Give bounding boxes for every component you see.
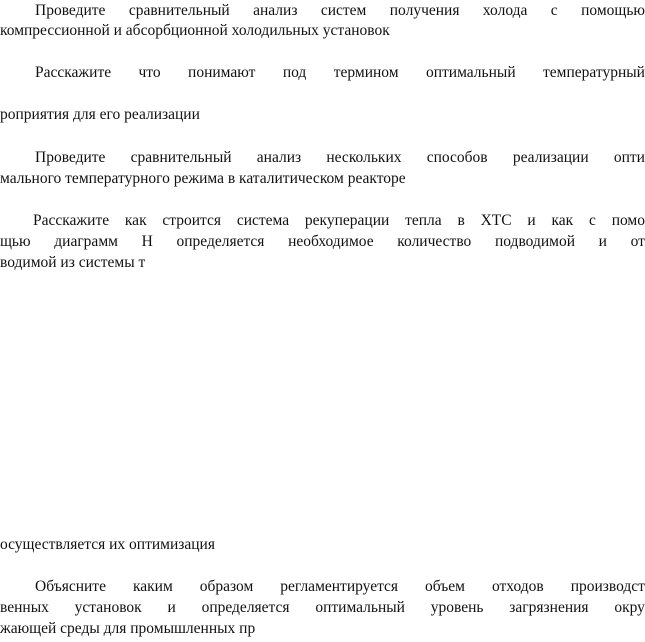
word: под [282, 64, 307, 81]
word: и [598, 233, 607, 250]
word: строится [162, 212, 222, 229]
word: и [167, 599, 176, 616]
word: и [527, 212, 536, 229]
para6-line3: жающей среды для промышленных пр [0, 620, 256, 637]
word: с [550, 2, 558, 19]
para6-line1 [0, 577, 645, 597]
para4-line3: водимой из системы т [0, 254, 146, 271]
word: каким [132, 578, 173, 595]
para3-line2: мального температурного режима в каталитическом реакторе [0, 170, 406, 187]
word: Расскажите [35, 64, 112, 81]
word: опти [613, 149, 645, 166]
word: венных [0, 599, 49, 616]
word: как [551, 212, 574, 229]
word: отходов [491, 578, 544, 595]
para1-line1 [0, 1, 645, 21]
word: сравнительный [128, 2, 230, 19]
word: помощью [581, 2, 645, 19]
word: холода [482, 2, 528, 19]
word: Расскажите [33, 212, 110, 229]
para2-line2: роприятия для его реализации [0, 106, 200, 123]
word: окру [614, 599, 645, 616]
word: подводимой [494, 233, 575, 250]
word: оптимальный [315, 599, 405, 616]
para4-line2 [0, 232, 645, 252]
word: получения [389, 2, 460, 19]
word: в [457, 212, 465, 229]
word: определяется [201, 599, 290, 616]
word: помо [611, 212, 645, 229]
word: нескольких [326, 149, 402, 166]
para6-line2 [0, 598, 645, 618]
word: загрязнения [509, 599, 589, 616]
word: необходимое [288, 233, 374, 250]
word: уровень [430, 599, 484, 616]
word: система [236, 212, 290, 229]
word: Проведите [35, 2, 106, 19]
word: диаграмм [54, 233, 118, 250]
word: объем [425, 578, 465, 595]
para4-line1 [0, 211, 645, 231]
word: установок [74, 599, 142, 616]
para2-line1 [0, 63, 645, 83]
word: тепла [405, 212, 442, 229]
para3-line1 [0, 148, 645, 168]
word: регламентируется [280, 578, 399, 595]
word: рекуперации [304, 212, 390, 229]
word: систем [320, 2, 367, 19]
word: с [589, 212, 596, 229]
para1-line2: компрессионной и абсорбционной холодильных установок [0, 22, 390, 39]
word: ХТС [480, 212, 512, 229]
word: оптимальный [425, 64, 516, 81]
word: как [124, 212, 147, 229]
word: сравнительный [130, 149, 232, 166]
word: анализ [253, 2, 298, 19]
word: понимают [188, 64, 256, 81]
word: способов [426, 149, 488, 166]
word: реализации [512, 149, 589, 166]
word: определяется [176, 233, 265, 250]
word: образом [199, 578, 254, 595]
para5-line1: осуществляется их оптимизация [0, 536, 215, 553]
word: количество [397, 233, 472, 250]
word: Проведите [35, 149, 106, 166]
word: анализ [256, 149, 302, 166]
word: Н [141, 233, 153, 250]
word: производст [570, 578, 645, 595]
word: Объясните [35, 578, 106, 595]
word: щью [0, 233, 31, 250]
word: что [138, 64, 161, 81]
word: от [630, 233, 645, 250]
word: температурный [543, 64, 645, 81]
word: термином [333, 64, 399, 81]
